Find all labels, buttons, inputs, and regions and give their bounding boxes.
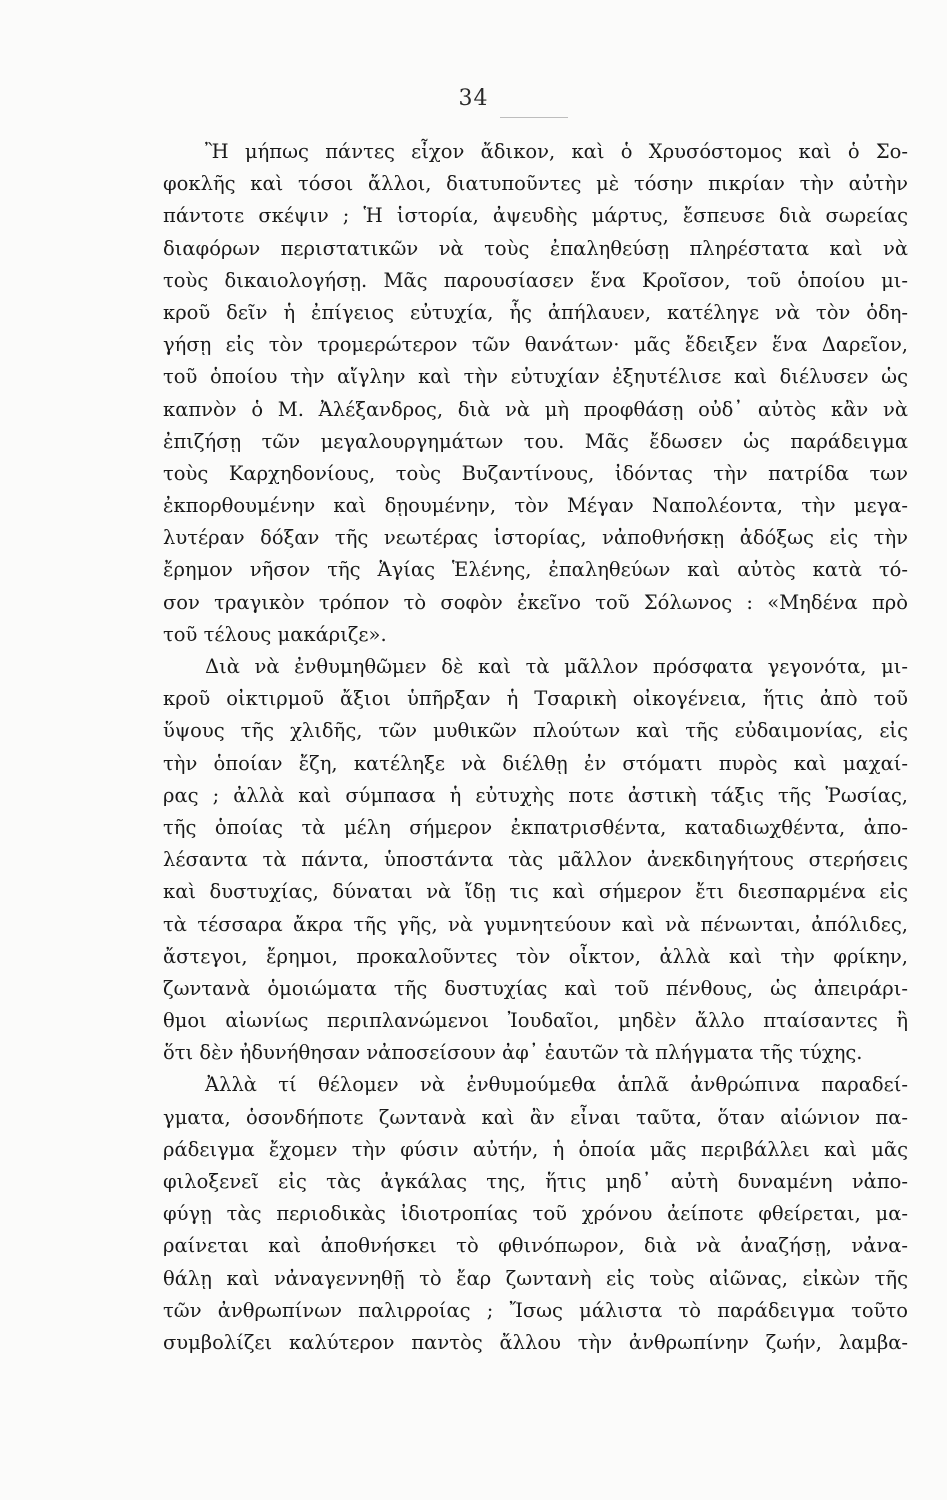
text-line: γματα, ὁσονδήποτε ζωντανὰ καὶ ἂν εἶναι ταῦτα, ὅταν αἰώνιον πα- [163, 1105, 908, 1129]
text-line: τῶν ἀνθρωπίνων παλιρροίας ; Ἴσως μάλιστα τὸ παράδειγμα τοῦτο [163, 1298, 908, 1322]
text-line: θμοι αἰωνίως περιπλανώμενοι Ἰουδαῖοι, μηδὲν ἄλλο πταίσαντες ἢ [163, 1009, 908, 1033]
text-line: γήσῃ εἰς τὸν τρομερώτερον τῶν θανάτων· μᾶς ἔδειξεν ἕνα Δαρεῖον, [163, 333, 908, 357]
text-line: κροῦ οἰκτιρμοῦ ἄξιοι ὑπῆρξαν ἡ Τσαρικὴ οἰκογένεια, ἥτις ἀπὸ τοῦ [163, 687, 908, 711]
text-line: ὕψους τῆς χλιδῆς, τῶν μυθικῶν πλούτων καὶ τῆς εὐδαιμονίας, εἰς [163, 719, 908, 743]
text-line: φοκλῆς καὶ τόσοι ἄλλοι, διατυποῦντες μὲ τόσην πικρίαν τὴν αὐτὴν [163, 172, 908, 196]
text-line: λυτέραν δόξαν τῆς νεωτέρας ἱστορίας, νἀποθνήσκῃ ἀδόξως εἰς τὴν [163, 526, 908, 550]
text-line: σον τραγικὸν τρόπον τὸ σοφὸν ἐκεῖνο τοῦ Σόλωνος : «Μηδένα πρὸ [163, 590, 908, 614]
text-line: ρας ; ἀλλὰ καὶ σύμπασα ἡ εὐτυχὴς ποτε ἀστικὴ τάξις τῆς Ῥωσίας, [163, 783, 908, 807]
text-line: τὴν ὁποίαν ἔζη, κατέληξε νὰ διέλθῃ ἐν στόματι πυρὸς καὶ μαχαί- [163, 751, 908, 775]
text-line: ἄστεγοι, ἔρημοι, προκαλοῦντες τὸν οἶκτον, ἀλλὰ καὶ τὴν φρίκην, [163, 944, 908, 968]
page-number: 34 [458, 86, 489, 111]
body-text [163, 136, 908, 1359]
paragraph-3 [163, 1069, 908, 1359]
text-line: Διὰ νὰ ἐνθυμηθῶμεν δὲ καὶ τὰ μᾶλλον πρόσφατα γεγονότα, μι- [205, 655, 908, 678]
text-line: τοὺς Καρχηδονίους, τοὺς Βυζαντίνους, ἰδόντας τὴν πατρίδα των [163, 461, 908, 485]
paragraph-1 [163, 136, 908, 651]
text-line: κροῦ δεῖν ἡ ἐπίγειος εὐτυχία, ἧς ἀπήλαυεν, κατέληγε νὰ τὸν ὁδη- [163, 300, 908, 324]
text-line: διαφόρων περιστατικῶν νὰ τοὺς ἐπαληθεύσῃ πληρέστατα καὶ νὰ [163, 236, 908, 260]
text-line: τῆς ὁποίας τὰ μέλη σήμερον ἐκπατρισθέντα, καταδιωχθέντα, ἀπο- [163, 815, 908, 839]
text-line: ραίνεται καὶ ἀποθνήσκει τὸ φθινόπωρον, διὰ νὰ ἀναζήσῃ, νἀνα- [163, 1234, 908, 1258]
header-rule [500, 117, 568, 118]
text-line: τοῦ τέλους μακάριζε». [163, 622, 387, 646]
paragraph-2 [163, 651, 908, 1069]
text-line: Ἢ μήπως πάντες εἶχον ἄδικον, καὶ ὁ Χρυσόστομος καὶ ὁ Σο- [205, 140, 908, 163]
text-line: καπνὸν ὁ Μ. Ἀλέξανδρος, διὰ νὰ μὴ προφθάσῃ οὐδ᾿ αὐτὸς κἂν νὰ [163, 397, 908, 421]
text-line: ράδειγμα ἔχομεν τὴν φύσιν αὐτήν, ἡ ὁποία μᾶς περιβάλλει καὶ μᾶς [163, 1137, 908, 1161]
text-line: τοῦ ὁποίου τὴν αἴγλην καὶ τὴν εὐτυχίαν ἐξηυτέλισε καὶ διέλυσεν ὡς [163, 365, 908, 389]
text-line: πάντοτε σκέψιν ; Ἡ ἱστορία, ἀψευδὴς μάρτυς, ἔσπευσε διὰ σωρείας [163, 204, 908, 228]
text-line: τοὺς δικαιολογήσῃ. Μᾶς παρουσίασεν ἕνα Κροῖσον, τοῦ ὁποίου μι- [163, 268, 908, 292]
text-line: Ἀλλὰ τί θέλομεν νὰ ἐνθυμούμεθα ἁπλᾶ ἀνθρώπινα παραδεί- [205, 1073, 908, 1097]
text-line: ὅτι δὲν ἠδυνήθησαν νἀποσείσουν ἀφ᾿ ἑαυτῶν τὰ πλήγματα τῆς τύχης. [163, 1041, 863, 1065]
text-line: φιλοξενεῖ εἰς τὰς ἀγκάλας της, ἥτις μηδ᾿ αὐτὴ δυναμένη νἀπο- [163, 1170, 908, 1193]
text-line: τὰ τέσσαρα ἄκρα τῆς γῆς, νὰ γυμνητεύουν καὶ νὰ πένωνται, ἀπόλιδες, [163, 912, 908, 936]
text-line: ἐπιζήσῃ τῶν μεγαλουργημάτων του. Μᾶς ἔδωσεν ὡς παράδειγμα [163, 429, 908, 453]
text-line: συμβολίζει καλύτερον παντὸς ἄλλου τὴν ἀνθρωπίνην ζωήν, λαμβα- [163, 1330, 908, 1354]
text-line: ἐκπορθουμένην καὶ δῃουμένην, τὸν Μέγαν Ναπολέοντα, τὴν μεγα- [163, 494, 908, 518]
text-line: φύγῃ τὰς περιοδικὰς ἰδιοτροπίας τοῦ χρόνου ἀείποτε φθείρεται, μα- [163, 1202, 908, 1226]
text-line: λέσαντα τὰ πάντα, ὑποστάντα τὰς μᾶλλον ἀνεκδιηγήτους στερήσεις [163, 848, 908, 872]
text-line: καὶ δυστυχίας, δύναται νὰ ἴδῃ τις καὶ σήμερον ἔτι διεσπαρμένα εἰς [163, 880, 908, 904]
text-line: ζωντανὰ ὁμοιώματα τῆς δυστυχίας καὶ τοῦ πένθους, ὡς ἀπειράρι- [163, 976, 908, 1000]
text-line: θάλῃ καὶ νἀναγεννηθῇ τὸ ἔαρ ζωντανὴ εἰς τοὺς αἰῶνας, εἰκὼν τῆς [163, 1266, 908, 1290]
text-line: ἔρημον νῆσον τῆς Ἁγίας Ἑλένης, ἐπαληθεύων καὶ αὐτὸς κατὰ τό- [163, 558, 908, 582]
